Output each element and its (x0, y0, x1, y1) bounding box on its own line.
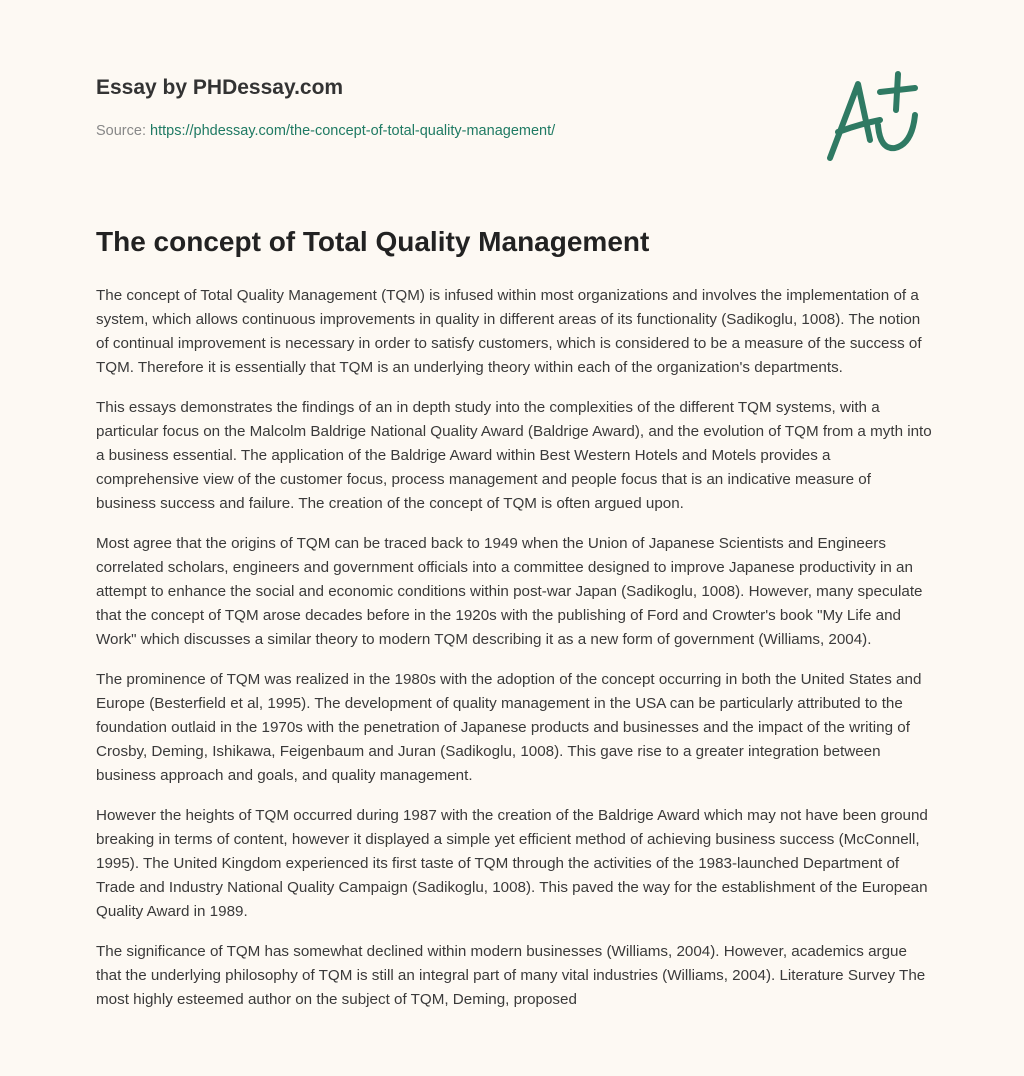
site-brand: Essay by PHDessay.com (96, 76, 344, 99)
source-label: Source: (96, 123, 146, 139)
paragraph: This essays demonstrates the findings of an in depth study into the complexities of the different TQM systems, with a particular focus on the Malcolm Baldrige National Quality Award (Baldrige Award), and the evolution of TQM from a myth into a business essential. The application of the Baldrige Award within Best Western Hotels and Motels provides a comprehensive view of the customer focus, process management and people focus that is an indicative measure of business success and failure. The creation of the concept of TQM is often argued upon. (96, 399, 932, 512)
paragraph: Most agree that the origins of TQM can be traced back to 1949 when the Union of Japanese Scientists and Engineers correlated scholars, engineers and government officials into a committee designed to improve Japanese productivity in an attempt to enhance the social and economic conditions within post-war Japan (Sadikoglu, 1008). However, many speculate that the concept of TQM arose decades before in the 1920s with the publishing of Ford and Crowter's book "My Life and Work" which discusses a similar theory to modern TQM describing it as a new form of government (Williams, 2004). (96, 535, 923, 648)
paragraph: The significance of TQM has somewhat declined within modern businesses (Williams, 2004). However, academics argue that the underlying philosophy of TQM is still an integral part of many vital industries (Williams, 2004). Literature Survey The most highly esteemed author on the subject of TQM, Deming, proposed (96, 943, 926, 1008)
article-body (96, 284, 932, 1028)
paragraph: However the heights of TQM occurred during 1987 with the creation of the Baldrige Award which may not have been ground breaking in terms of content, however it displayed a simple yet efficient method of achieving business success (McConnell, 1995). The United Kingdom experienced its first taste of TQM through the activities of the 1983-launched Department of Trade and Industry National Quality Campaign (Sadikoglu, 1008). This paved the way for the establishment of the European Quality Award in 1989. (96, 807, 928, 920)
paragraph: The prominence of TQM was realized in the 1980s with the adoption of the concept occurring in both the United States and Europe (Besterfield et al, 1995). The development of quality management in the USA can be particularly attributed to the foundation outlaid in the 1970s with the penetration of Japanese products and businesses and the impact of the writing of Crosby, Deming, Ishikawa, Feigenbaum and Juran (Sadikoglu, 1008). This gave rise to a greater integration between business approach and goals, and quality management. (96, 671, 922, 784)
source-link[interactable]: https://phdessay.com/the-concept-of-total-quality-management/ (150, 123, 556, 139)
page-title: The concept of Total Quality Management (96, 226, 650, 257)
source-line (96, 123, 555, 139)
paragraph: The concept of Total Quality Management (TQM) is infused within most organizations and involves the implementation of a system, which allows continuous improvements in quality in different areas of its functionality (Sadikoglu, 1008). The notion of continual improvement is necessary in order to satisfy customers, which is considered to be a measure of the success of TQM. Therefore it is essentially that TQM is an underlying theory within each of the organization's departments. (96, 287, 922, 376)
a-plus-logo-icon (820, 70, 930, 165)
